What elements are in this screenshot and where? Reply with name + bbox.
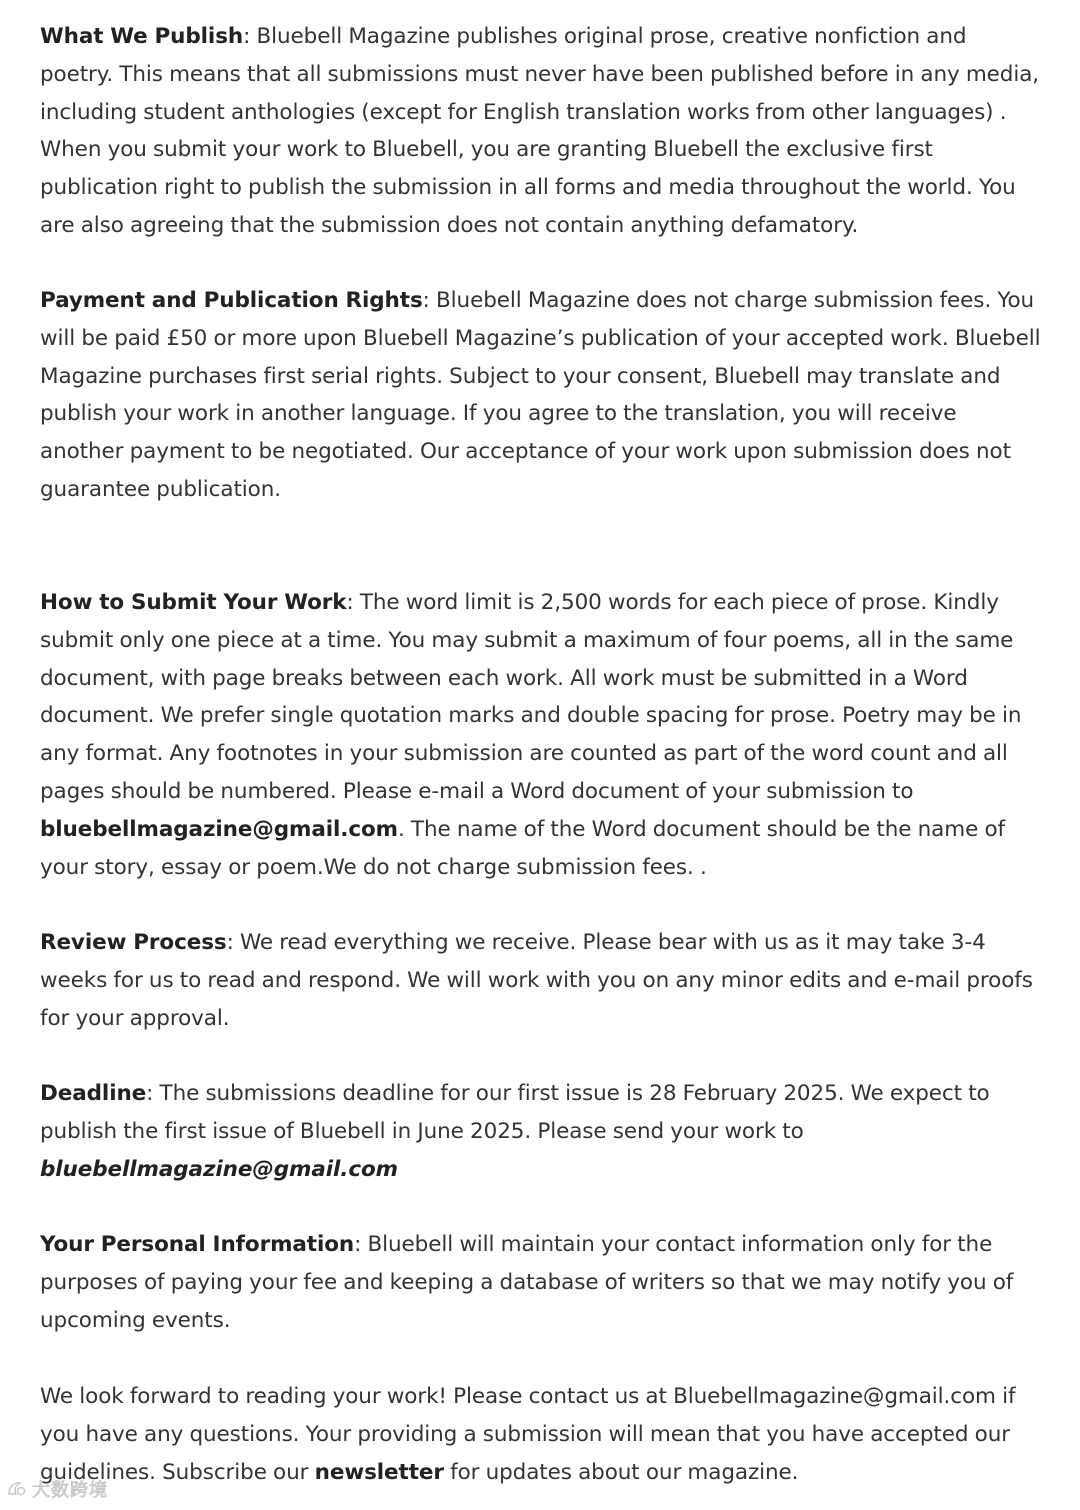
- section-text: : The submissions deadline for our first issue is 28 February 2025. We expect to publish the first issue of Bluebell in June 2025. Please send your work to: [40, 1081, 990, 1144]
- closing-text-end: for updates about our magazine.: [443, 1459, 799, 1485]
- section-heading: Payment and Publication Rights: [40, 288, 423, 313]
- section-text: : The word limit is 2,500 words for each piece of prose. Kindly submit only one piece at a time. You may submit a maximum of four poems, all in the same document, with page breaks between each work. All work must be submitted in a Word document. We prefer single quotation marks and double spacing for prose. Poetry may be in any format. Any footnotes in your submission are counted as part of the word count and all pages should be numbered. Please e-mail a Word document of your submission to: [40, 590, 1022, 804]
- section-heading: What We Publish: [40, 24, 244, 49]
- closing-text: We look forward to reading your work! Please contact us at Bluebellmagazine@gmail.com if you have any questions. Your providing a submission will mean that you have accepted our guidelines. Subscribe our: [40, 1384, 1016, 1485]
- section-text: : Bluebell Magazine publishes original prose, creative nonfiction and poetry. This means that all submissions must never have been published before in any media, including student anthologies (except for English translation works from other languages) . When you submit your work to Bluebell, you are granting Bluebell the exclusive first publication right to publish the submission in all forms and media throughout the world. You are also agreeing that the submission does not contain anything defamatory.: [40, 24, 1040, 238]
- section-what-we-publish: [40, 18, 1045, 245]
- section-text: : Bluebell Magazine does not charge submission fees. You will be paid £50 or more upon Bluebell Magazine’s publication of your accepted work. Bluebell Magazine purchases first serial rights. Subject to your consent, Bluebell may translate and publish your work in another language. If you agree to the translation, you will receive another payment to be negotiated. Our acceptance of your work upon submission does not guarantee publication.: [40, 288, 1041, 502]
- section-heading: Review Process: [40, 930, 227, 955]
- section-closing: [40, 1378, 1045, 1491]
- section-deadline: [40, 1075, 1045, 1188]
- submission-email: bluebellmagazine@gmail.com: [40, 816, 398, 842]
- section-review-process: [40, 924, 1045, 1037]
- section-heading: Deadline: [40, 1081, 147, 1106]
- newsletter-link[interactable]: newsletter: [314, 1459, 444, 1485]
- deadline-email: bluebellmagazine@gmail.com: [40, 1156, 398, 1182]
- section-text: : We read everything we receive. Please bear with us as it may take 3-4 weeks for us to read and respond. We will work with you on any minor edits and e-mail proofs for your approval.: [40, 930, 1033, 1031]
- watermark-logo-icon: [6, 1480, 28, 1498]
- section-how-to-submit: [40, 584, 1045, 886]
- section-heading: Your Personal Information: [40, 1232, 355, 1257]
- section-payment-rights: [40, 282, 1045, 509]
- watermark-text: 大数跨境: [32, 1480, 108, 1501]
- section-heading: How to Submit Your Work: [40, 590, 347, 615]
- section-text-continued: . The name of the Word document should be the name of your story, essay or poem.We do not charge submission fees. .: [40, 816, 1005, 880]
- section-text: : Bluebell will maintain your contact information only for the purposes of paying your fee and keeping a database of writers so that we may notify you of upcoming events.: [40, 1232, 1014, 1333]
- watermark: [6, 1476, 108, 1502]
- section-personal-information: [40, 1226, 1045, 1339]
